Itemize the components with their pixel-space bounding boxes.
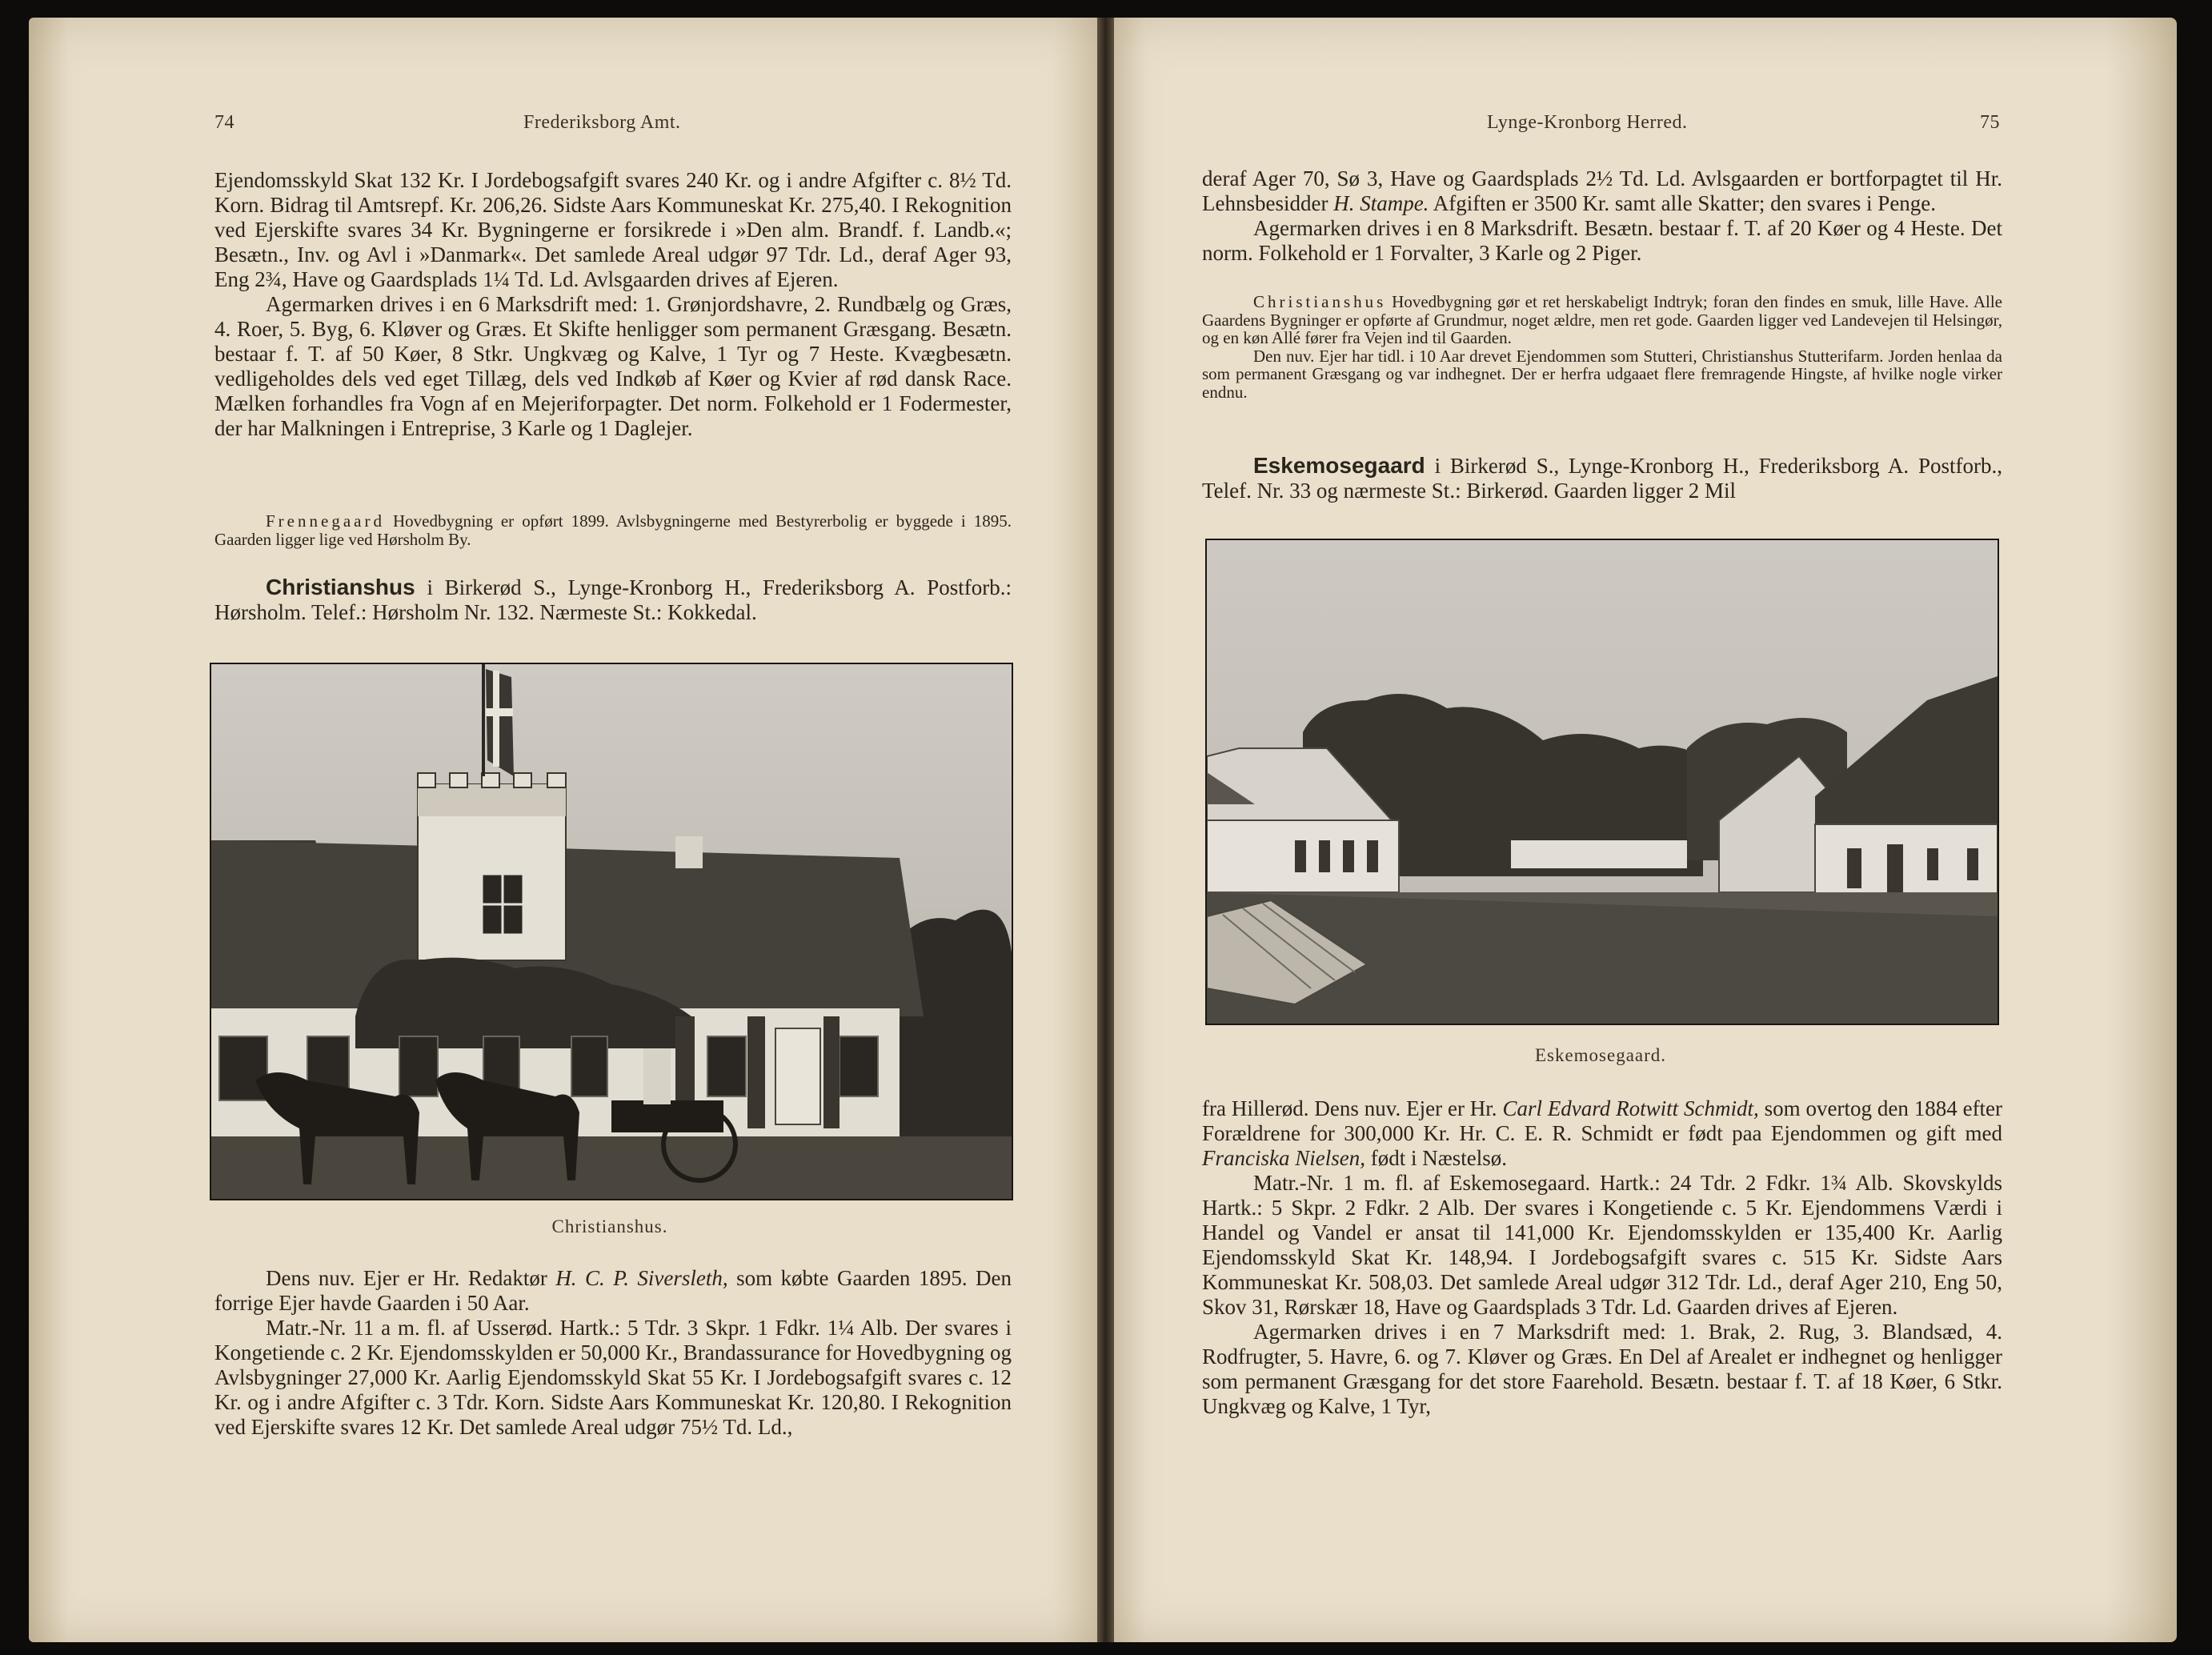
paragraph-agermarken2-right: Agermarken drives i en 7 Marksdrift med: 1. Brak, 2. Rug, 3. Blandsæd, 4. Rodfrugter, 5. Havre, 6. og 7. Kløver og Græs. En Del af Arealet er indhegnet og henligger som permanent Græsgang for det store Faarehold. Besætn. bestaar f. T. af 18 Køer, 6 Stkr. Ungkvæg og Kalve, 1 Tyr,	[1202, 1320, 2002, 1418]
note-frennegaard	[214, 512, 1012, 548]
left-text-bottom	[214, 1266, 1012, 1440]
left-text-top	[214, 168, 1012, 441]
paragraph-matr: Matr.-Nr. 11 a m. fl. af Usserød. Hartk.: 5 Tdr. 3 Skpr. 1 Fdkr. 1¼ Alb. Der svares i Kongetiende c. 2 Kr. Ejendomsskylden er 50,000 Kr., Brandassurance for Hovedbygning og Avlsbygninger 27,000 Kr. Aarlig Ejendomsskyld Skat 55 Kr. I Jordebogsafgift svares c. 12 Kr. og i andre Afgifter c. 3 Tdr. Korn. Sidste Aars Kommuneskat Kr. 120,80. I Rekognition ved Ejerskifte svares 12 Kr. Det samlede Areal udgør 75½ Td. Ld.,	[214, 1316, 1012, 1439]
page-number-right: 75	[1980, 112, 2000, 133]
book-gutter	[1097, 18, 1114, 1642]
notes-christianshus	[1202, 293, 2002, 401]
photo-eskemosegaard	[1205, 539, 1999, 1025]
owner-name: H. C. P. Siversleth,	[555, 1266, 728, 1290]
owner-mid-right: som overtog den 1884 efter Forældrene for 300,000 Kr. Hr. C. E. R. Schmidt er født paa Ejendommen og gift med	[1202, 1096, 2003, 1145]
page-number-left: 74	[214, 112, 234, 133]
running-head-right: Lynge-Kronborg Herred.	[1487, 112, 1688, 133]
photo-christianshus	[210, 663, 1013, 1200]
top-intro: deraf Ager 70, Sø 3, Have og Gaardsplads 2½ Td. Ld. Avlsgaarden er bortforpagtet til Hr. Lehnsbesidder	[1202, 166, 2002, 215]
note1-name: Christianshus	[1253, 292, 1387, 311]
right-text-top	[1202, 166, 2002, 266]
photo-caption-christianshus: Christianshus.	[551, 1216, 668, 1236]
owner-intro: Dens nuv. Ejer er Hr. Redaktør	[266, 1266, 547, 1290]
owner-intro-right: fra Hillerød. Dens nuv. Ejer er Hr.	[1202, 1096, 1497, 1120]
wife-name: Franciska Nielsen,	[1202, 1146, 1365, 1170]
entry-christianshus	[214, 575, 1012, 625]
note1-text: Hovedbygning gør et ret herskabeligt Indtryk; foran den findes en smuk, lille Have. Alle Gaardens Bygninger er opførte af Grundmur, noget ældre, men ret gode. Gaarden ligger ved Landevejen til Helsingør, og en køn Allé fører fra Vejen ind til Gaarden.	[1202, 292, 2002, 347]
entry-name-right: Eskemosegaard	[1253, 453, 1425, 478]
owner-details: som købte Gaarden 1895. Den forrige Ejer havde Gaarden i 50 Aar.	[214, 1266, 1012, 1315]
photo-caption-eskemosegaard: Eskemosegaard.	[1534, 1045, 1667, 1065]
owner-name-right: Carl Edvard Rotwitt Schmidt,	[1502, 1096, 1759, 1120]
paragraph-agermarken: Agermarken drives i en 6 Marksdrift med: 1. Grønjordshavre, 2. Rundbælg og Græs, 4. Roer, 5. Byg, 6. Kløver og Græs. Et Skifte henligger som permanent Græsgang. Besætn. bestaar f. T. af 50 Køer, 8 Stkr. Ungkvæg og Kalve, 1 Tyr og 7 Heste. Kvægbesætn. vedligeholdes dels ved eget Tillæg, dels ved Indkøb af Køer og Kvier af rød dansk Race. Mælken forhandles fra Vogn af en Mejeriforpagter. Det norm. Folkehold er 1 Fodermester, der har Malkningen i Entreprise, 3 Karle og 1 Daglejer.	[214, 292, 1012, 440]
running-head-left: Frederiksborg Amt.	[523, 112, 681, 133]
top-details: Afgiften er 3500 Kr. samt alle Skatter; den svares i Penge.	[1433, 191, 1937, 215]
note-name: Frennegaard	[266, 511, 385, 531]
paragraph-ejendomsskyld: Ejendomsskyld Skat 132 Kr. I Jordebogsafgift svares 240 Kr. og i andre Afgifter c. 8½ Td. Korn. Bidrag til Amtsrepf. Kr. 206,26. Sidste Aars Kommuneskat Kr. 275,40. I Rekognition ved Ejerskifte svares 34 Kr. Bygningerne er forsikrede i »Den alm. Brandf. f. Landb.«; Besætn., Inv. og Avl i »Danmark«. Det samlede Areal udgør 97 Tdr. Ld., deraf Ager 93, Eng 2¾, Have og Gaardsplads 1¼ Td. Ld. Avlsgaarden drives af Ejeren.	[214, 168, 1012, 291]
lessee-name: H. Stampe.	[1333, 191, 1429, 215]
right-text-bottom	[1202, 1096, 2002, 1419]
paragraph-matr-right: Matr.-Nr. 1 m. fl. af Eskemosegaard. Hartk.: 24 Tdr. 2 Fdkr. 1¾ Alb. Skovskylds Hartk.: 5 Skpr. 2 Fdkr. 2 Alb. Der svares i Kongetiende c. 5 Kr. Ejendommens Værdi i Handel og Vandel er ansat til 141,000 Kr. Ejendomsskylden er 135,400 Kr. Aarlig Ejendomsskyld Skat Kr. 148,94. I Jordebogsafgift svares c. 515 Kr. Sidste Aars Kommuneskat Kr. 508,03. Det samlede Areal udgør 312 Tdr. Ld., deraf Ager 210, Eng 50, Skov 31, Rørskær 18, Have og Gaardsplads 3 Tdr. Ld. Gaarden drives af Ejeren.	[1202, 1171, 2002, 1319]
owner-post-right: født i Næstelsø.	[1370, 1146, 1507, 1170]
note-text: Hovedbygning er opført 1899. Avlsbygningerne med Bestyrerbolig er byggede i 1895. Gaarden ligger lige ved Hørsholm By.	[214, 511, 1012, 549]
entry-details: i Birkerød S., Lynge-Kronborg H., Frederiksborg A. Postforb.: Hørsholm. Telef.: Hørsholm Nr. 132. Nærmeste St.: Kokkedal.	[214, 575, 1012, 624]
entry-name: Christianshus	[266, 575, 415, 599]
note2-text: Den nuv. Ejer har tidl. i 10 Aar drevet Ejendommen som Stutteri, Christianshus Stutterifarm. Jorden henlaa da som permanent Græsgang og var indhegnet. Der er herfra udgaaet flere fremragende Hingste, af hvilke nogle virker endnu.	[1202, 346, 2002, 402]
entry-details-right: i Birkerød S., Lynge-Kronborg H., Frederiksborg A. Postforb., Telef. Nr. 33 og nærmeste St.: Birkerød. Gaarden ligger 2 Mil	[1202, 454, 2002, 503]
paragraph-agermarken-right: Agermarken drives i en 8 Marksdrift. Besætn. bestaar f. T. af 20 Køer og 4 Heste. Det norm. Folkehold er 1 Forvalter, 3 Karle og 2 Piger.	[1202, 216, 2002, 265]
entry-eskemosegaard	[1202, 453, 2002, 503]
